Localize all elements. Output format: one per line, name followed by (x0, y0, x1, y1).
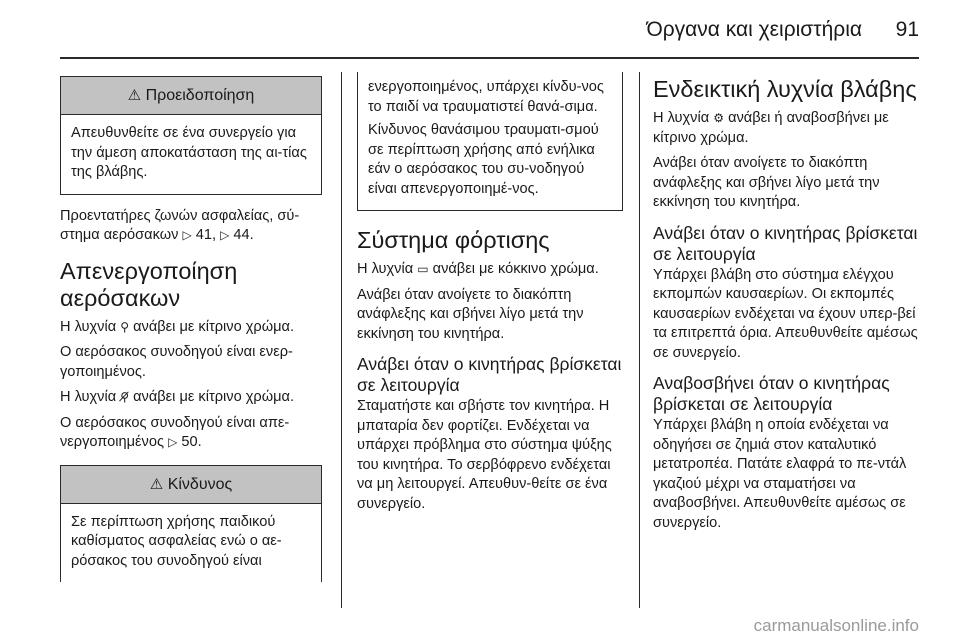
paragraph: Υπάρχει βλάβη η οποία ενδέχεται να οδηγήσει σε ζημιά στον καταλυτικό μετατροπέα. Πατάτε ελαφρά το πε-ντάλ γκαζιού μέχρι να σταματήσει να αναβοσβήνει. Απευθυνθείτε αμέσως σε συνεργείο. (653, 417, 907, 531)
column-middle (357, 72, 623, 520)
paragraph-text: Η λυχνία (60, 318, 117, 335)
section-heading: Ενδεικτική λυχνία βλάβης (653, 76, 917, 102)
warning-box-body (61, 115, 321, 194)
danger-text: Σε περίπτωση χρήσης παιδικού καθίσματος ασφαλείας ενώ ο αε-ρόσακος του συνοδηγού είναι (71, 513, 282, 569)
watermark: carmanualsonline.info (753, 616, 919, 635)
cross-reference-arrow-icon: ▷ (220, 228, 230, 242)
warning-text: Απευθυνθείτε σε ένα συνεργείο για την άμεση αποκατάσταση της αι-τίας της βλάβης. (71, 125, 307, 180)
paragraph-text: Η λυχνία (60, 389, 117, 405)
page-reference[interactable]: 50. (181, 434, 202, 450)
danger-box-title: Κίνδυνος (167, 475, 233, 493)
battery-icon: ▭ (417, 262, 429, 276)
danger-box-continued (357, 72, 623, 211)
airbag-off-icon: ⚲̸ (120, 390, 130, 404)
paragraph: Ανάβει όταν ανοίγετε το διακόπτη ανάφλεξης και σβήνει λίγο μετά την εκκίνηση του κινητήρα. (357, 286, 584, 342)
warning-box-header (61, 77, 321, 115)
column-right (653, 72, 925, 539)
cross-reference-arrow-icon: ▷ (182, 228, 192, 242)
airbag-on-icon: ⚲ (120, 319, 130, 334)
cross-reference-arrow-icon: ▷ (168, 435, 178, 449)
section-heading: Απενεργοποίηση αερόσακων (60, 257, 238, 311)
danger-box-body (61, 504, 321, 583)
page-reference[interactable]: 41, (195, 227, 217, 243)
paragraph: Σταματήστε και σβήστε τον κινητήρα. Η μπαταρία δεν φορτίζει. Ενδέχεται να υπάρχει πρόβλημα στο σύστημα ψύξης του κινητήρα. Το σερβόφρενο ενδέχεται να μη λειτουργεί. Απευθυν-θείτε σε ένα συνεργείο. (357, 398, 612, 512)
paragraph: Ο αερόσακος συνοδηγού είναι ενερ-γοποιημένος. (60, 344, 293, 380)
danger-box-header (61, 466, 321, 504)
danger-text: ενεργοποιημένος, υπάρχει κίνδυ-νος το παιδί να τραυματιστεί θανά-σιμα. (368, 79, 604, 115)
subsection-heading: Ανάβει όταν ο κινητήρας βρίσκεται σε λειτουργία (653, 222, 918, 264)
paragraph (60, 207, 322, 246)
engine-malfunction-icon: ⚙ (713, 111, 724, 125)
header-divider (60, 57, 919, 59)
paragraph-text: Η λυχνία (357, 261, 414, 277)
warning-box (60, 76, 322, 195)
paragraph-text: ανάβει με κόκκινο χρώμα. (432, 261, 599, 277)
subsection-heading: Αναβοσβήνει όταν ο κινητήρας βρίσκεται σε λειτουργία (653, 373, 890, 414)
paragraph: Υπάρχει βλάβη στο σύστημα ελέγχου εκπομπών καυσαερίων. Οι εκπομπές καυσαερίων ενδέχεται να έχουν υπερ-βεί τα επιτρεπτά όρια. Απευθυνθείτε αμέσως σε συνεργείο. (653, 266, 918, 361)
paragraph (357, 260, 623, 280)
paragraph-text: Ο αερόσακος συνοδηγού είναι απε-νεργοποιημένος (60, 414, 290, 450)
paragraph: Ανάβει όταν ανοίγετε το διακόπτη ανάφλεξης και σβήνει λίγο μετά την εκκίνηση του κινητήρα. (653, 155, 880, 210)
paragraph-text: ανάβει ή αναβοσβήνει με κίτρινο χρώμα. (653, 110, 889, 146)
warning-triangle-icon: ⚠ (127, 87, 142, 104)
column-divider (341, 72, 342, 608)
danger-box (60, 465, 322, 583)
header-title: Όργανα και χειριστήρια (646, 18, 862, 41)
page-reference[interactable]: 44. (233, 227, 254, 243)
page-number: 91 (895, 18, 919, 41)
page-header (0, 0, 960, 60)
paragraph-text: Προεντατήρες ζωνών ασφαλείας, σύ-στημα αερόσακων (60, 207, 300, 243)
paragraph (60, 388, 322, 408)
column-divider (639, 72, 640, 608)
paragraph (60, 318, 322, 338)
column-left (60, 76, 322, 582)
paragraph (60, 414, 322, 453)
warning-box-title: Προειδοποίηση (145, 87, 255, 104)
danger-box-body (358, 72, 622, 210)
warning-triangle-icon: ⚠ (149, 475, 164, 493)
danger-text: Κίνδυνος θανάσιμου τραυματι-σμού σε περίπτωση χρήσης από ενήλικα εάν ο αερόσακος του συ-νοδηγού είναι απενεργοποιημέ-νος. (368, 122, 599, 197)
paragraph-text: Η λυχνία (653, 110, 710, 126)
paragraph-text: ανάβει με κίτρινο χρώμα. (133, 389, 295, 405)
section-heading: Σύστημα φόρτισης (357, 227, 550, 253)
subsection-heading: Ανάβει όταν ο κινητήρας βρίσκεται σε λειτουργία (357, 354, 622, 395)
paragraph-text: ανάβει με κίτρινο χρώμα. (133, 318, 295, 335)
paragraph (653, 109, 925, 148)
